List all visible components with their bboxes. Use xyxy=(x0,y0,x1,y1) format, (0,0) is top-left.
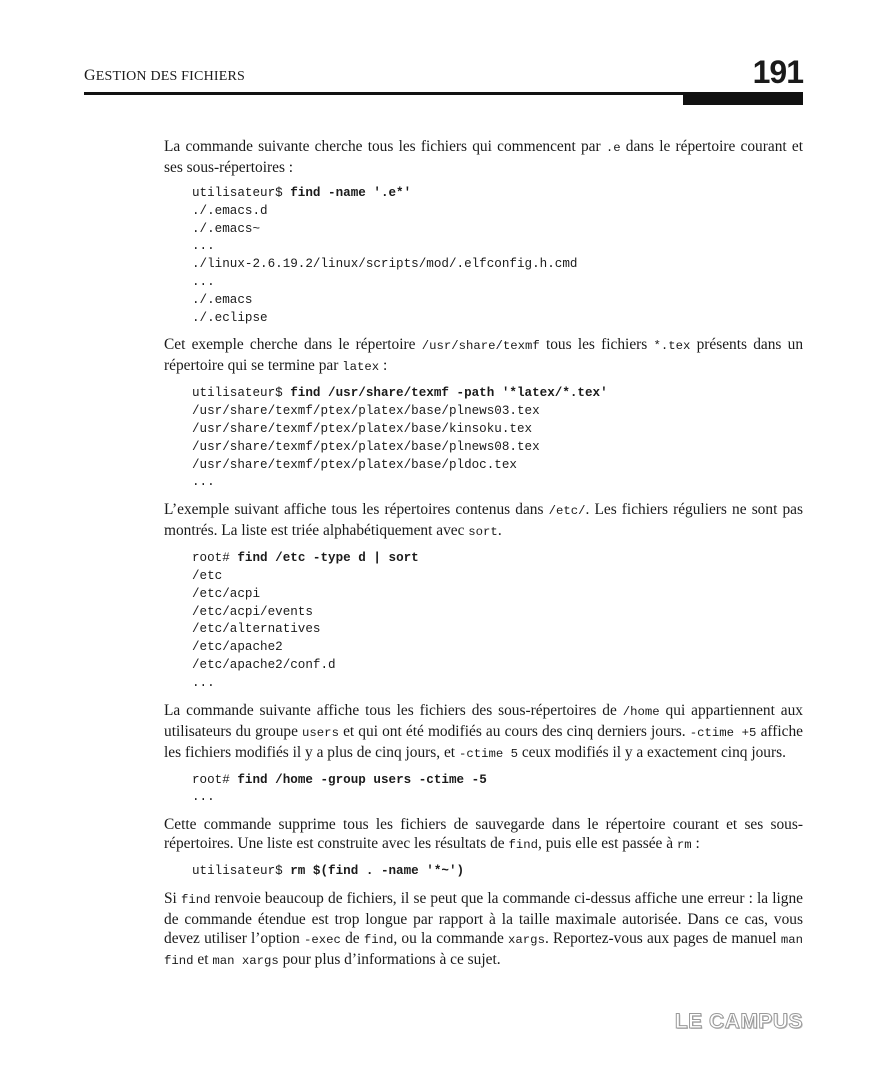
text: qui appartiennent aux utilisateurs du groupe xyxy=(164,701,804,740)
shell-prompt: utilisateur$ xyxy=(192,386,291,401)
shell-command: find /usr/share/texmf -path '*latex/*.tex' xyxy=(290,386,608,401)
paragraph-6 xyxy=(164,889,803,971)
text: Cette commande supprime tous les fichiers de sauvegarde dans le répertoire courant et ses sous-répertoires. Une liste est construite avec les résultats de xyxy=(164,816,803,853)
text: renvoie beaucoup de fichiers, il se peut que la commande ci-dessus affiche une erreur : la ligne de commande étendue est trop longue par rapport à la taille maximale autorisée. Dans ce cas, vous devez utiliser l’option xyxy=(164,889,803,947)
text: La commande suivante affiche tous les fichiers des sous-répertoires de xyxy=(164,701,623,719)
shell-command: find -name '.e*' xyxy=(290,186,412,200)
text: L’exemple suivant affiche tous les répertoires contenus dans xyxy=(164,501,549,519)
text: présents dans un répertoire qui se termine par xyxy=(164,336,804,375)
inline-code: -exec xyxy=(303,932,341,947)
code-block-3 xyxy=(192,550,803,692)
paragraph-5 xyxy=(164,815,803,855)
command-output: /etc /etc/acpi /etc/acpi/events /etc/alternatives /etc/apache2 /etc/apache2/conf.d ... xyxy=(192,568,336,690)
code-block-5 xyxy=(192,863,803,881)
inline-code: find xyxy=(363,932,394,947)
text: tous les fichiers xyxy=(539,336,654,354)
inline-code: /usr/share/texmf xyxy=(421,339,540,354)
text: de xyxy=(340,929,364,947)
inline-code: rm xyxy=(676,838,692,853)
text: ceux modifiés il y a exactement cinq jours. xyxy=(517,743,786,761)
text: : xyxy=(379,357,388,375)
inline-code: -ctime +5 xyxy=(689,725,757,740)
shell-prompt: utilisateur$ xyxy=(192,864,291,879)
paragraph-4 xyxy=(164,701,803,764)
paragraph-3 xyxy=(164,500,803,542)
header-rule-tab xyxy=(683,92,803,105)
code-block-2 xyxy=(192,385,803,492)
inline-code: .e xyxy=(605,141,621,155)
inline-code: latex xyxy=(342,360,380,375)
text: , puis elle est passée à xyxy=(538,835,677,853)
text: La commande suivante cherche tous les fichiers qui commencent par xyxy=(164,138,606,155)
inline-code: xargs xyxy=(508,932,545,947)
text: pour plus d’informations à ce sujet. xyxy=(278,950,501,968)
shell-command: rm $(find . -name '*~') xyxy=(290,864,465,879)
page-number: 191 xyxy=(752,54,803,90)
running-header xyxy=(84,67,245,85)
inline-code: /home xyxy=(622,704,660,719)
header-title: ESTION DES FICHIERS xyxy=(95,69,246,84)
text: et qui ont été modifiés au cours des cinq derniers jours. xyxy=(338,722,690,740)
command-output: /usr/share/texmf/ptex/platex/base/plnews03.tex /usr/share/texmf/ptex/platex/base/kinsoku.tex /usr/share/texmf/ptex/platex/base/plnews08.tex /usr/share/texmf/ptex/platex/base/pldoc.tex ... xyxy=(192,404,540,490)
text: . Les fichiers réguliers ne sont pas montrés. La liste est triée alphabétiquement avec xyxy=(164,501,803,540)
code-block-4 xyxy=(192,772,803,808)
command-output: ... xyxy=(192,790,215,805)
inline-code: find xyxy=(180,892,211,907)
header-initial: G xyxy=(84,67,96,84)
command-output: ./.emacs.d ./.emacs~ ... ./linux-2.6.19.2/linux/scripts/mod/.elfconfig.h.cmd ... ./.emacs ./.eclipse xyxy=(192,203,578,325)
inline-code: sort xyxy=(468,525,498,540)
code-block-1 xyxy=(192,185,803,327)
shell-command: find /etc -type d | sort xyxy=(237,551,419,566)
text: . xyxy=(497,522,502,540)
text: et xyxy=(193,950,213,968)
paragraph-1 xyxy=(164,137,803,177)
text: : xyxy=(691,835,700,853)
text: affiche les fichiers modifiés il y a plus de cinq jours, et xyxy=(164,722,804,761)
paragraph-2 xyxy=(164,335,803,377)
publisher-logo: LE CAMPUS xyxy=(674,1010,803,1033)
text: , ou la commande xyxy=(393,929,509,947)
text: Si xyxy=(164,889,181,907)
inline-code: -ctime 5 xyxy=(458,746,518,761)
shell-command: find /home -group users -ctime -5 xyxy=(237,772,487,787)
inline-code: man find xyxy=(164,932,803,968)
inline-code: find xyxy=(508,838,538,853)
shell-prompt: root# xyxy=(192,772,238,787)
page-body xyxy=(164,137,803,979)
inline-code: man xargs xyxy=(212,953,279,968)
text: dans le répertoire courant et ses sous-répertoires : xyxy=(164,138,803,176)
inline-code: *.tex xyxy=(653,339,691,354)
inline-code: users xyxy=(302,725,339,740)
text: Cet exemple cherche dans le répertoire xyxy=(164,336,422,354)
inline-code: /etc/ xyxy=(548,504,586,519)
shell-prompt: root# xyxy=(192,551,238,566)
text: . Reportez-vous aux pages de manuel xyxy=(544,929,781,947)
shell-prompt: utilisateur$ xyxy=(192,186,291,200)
